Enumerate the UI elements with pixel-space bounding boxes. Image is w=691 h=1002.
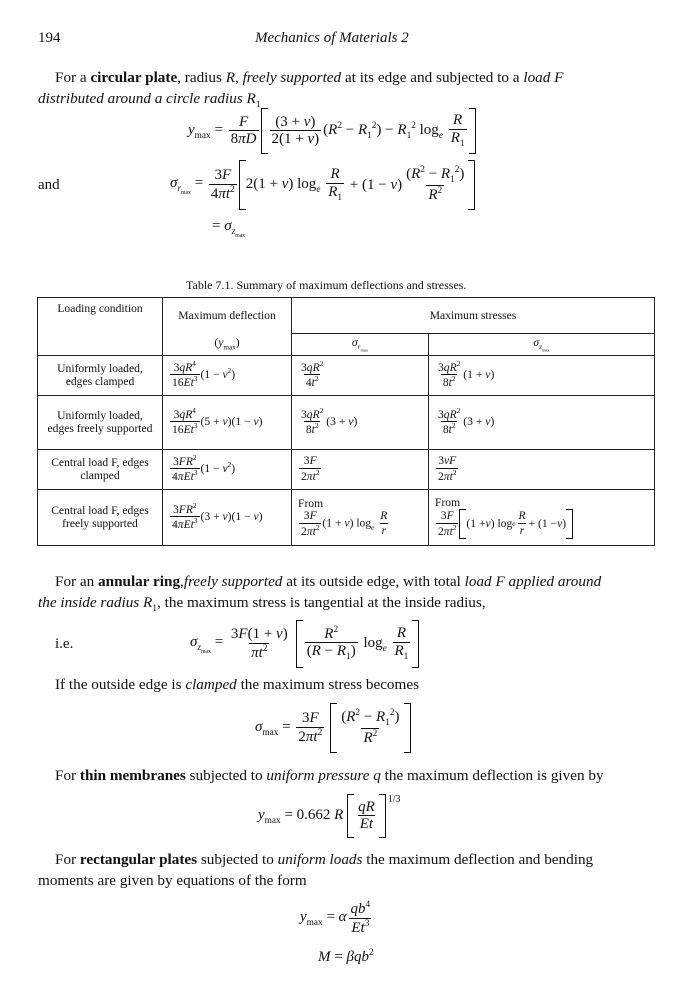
equation-sigma-z-annular: $\sigma_{z_{max}}$ = $\frac{3F(1 + \nu)}{\pi t^2}$ $\frac{R^2}{(R - R_1)}$ $\log_e$ $\frac{R}{R_1}$ xyxy=(190,620,419,668)
header-ymax: $(y_{max})$ xyxy=(163,334,292,356)
row-condition: Uniformly loaded, edges freely supported xyxy=(38,395,163,449)
coefficient: 0.662 xyxy=(296,806,331,823)
cell-sigma-z: From $\frac{3F}{2\pi t^2}$ (1 + ν ) log e $\frac{R}{r}$ + (1 − ν ) xyxy=(429,489,655,545)
rect-plates-paragraph xyxy=(55,849,675,870)
text: For xyxy=(55,851,80,868)
symbol: R xyxy=(225,69,235,86)
clamped-paragraph xyxy=(55,674,419,695)
italic-term: freely supported xyxy=(183,573,283,590)
text: , xyxy=(180,573,184,590)
italic-term: load F applied around xyxy=(464,573,602,590)
cell-deflection: $\frac{3qR^4}{16Et^3}$ $(1 - \nu^2)$ xyxy=(163,355,292,395)
rect-plates-paragraph-line2: moments are given by equations of the form xyxy=(38,872,307,889)
text: subjected to xyxy=(185,767,267,784)
italic-term: uniform pressure q xyxy=(266,767,381,784)
header-loading: Loading condition xyxy=(38,298,163,356)
equation-sigma-max-clamped: $\sigma_{max}$ = $\frac{3F}{2\pi t^2}$ $\frac{(R^2 - R_1^2)}{R^2}$ xyxy=(255,703,411,753)
italic-term: distributed around a circle radius xyxy=(38,90,247,107)
page-number: 194 xyxy=(38,30,61,46)
italic-term: load F xyxy=(523,69,564,86)
circular-plate-paragraph xyxy=(55,67,675,88)
bold-term: thin membranes xyxy=(79,767,186,784)
running-title: Mechanics of Materials 2 xyxy=(255,30,409,46)
italic-term: the inside radius xyxy=(38,594,144,611)
cell-sigma-z: $\frac{3qR^2}{8t^2}$ (3 + ν) xyxy=(429,395,655,449)
equation-sigma-r-circular: $\sigma_{r_{max}}$ = $\frac{3F}{4\pi t^2}$ 2(1 + ν) $\log_e$ $\frac{R}{R_1}$ + (1 − ν) $\frac{(R^2 - R_1^2)}{R^2}$ xyxy=(170,160,475,210)
cell-sigma-r: $\frac{3F}{2\pi t^2}$ xyxy=(292,449,429,489)
equation-moment-rect: M = βqb$^2$ xyxy=(318,948,374,965)
annular-ring-paragraph xyxy=(55,571,675,592)
cell-deflection: $\frac{3FR^2}{4\pi Et^3}$ $(1 - \nu^2)$ xyxy=(163,449,292,489)
text: subjected to xyxy=(197,851,278,868)
cell-sigma-z: $\frac{3\nu F}{2\pi t^2}$ xyxy=(429,449,655,489)
cell-sigma-r: $\frac{3qR^2}{4t^2}$ xyxy=(292,355,429,395)
cell-deflection: $\frac{3FR^2}{4\pi Et^3}$ (3 + ν)(1 − ν) xyxy=(163,489,292,545)
row-condition: Central load F, edges clamped xyxy=(38,449,163,489)
text: For xyxy=(55,767,80,784)
italic-term: clamped xyxy=(185,676,237,693)
from-label: From xyxy=(435,495,461,509)
membranes-paragraph xyxy=(55,765,604,786)
table-caption: Table 7.1. Summary of maximum deflections and stresses. xyxy=(186,278,467,292)
equation-sigma-z-circular: = $\sigma_{z_{max}}$ xyxy=(212,218,246,239)
text: , xyxy=(234,69,243,86)
text: at its edge and subjected to a xyxy=(341,69,524,86)
text: the maximum stress becomes xyxy=(236,676,419,693)
annular-ring-paragraph-line2: the inside radius $R_1$, the maximum stress is tangential at the inside radius, xyxy=(38,594,486,615)
cell-sigma-r: $\frac{3qR^2}{8t^2}$ (3 + ν) xyxy=(292,395,429,449)
row-condition: Uniformly loaded, edges clamped xyxy=(38,355,163,395)
table-row xyxy=(38,395,655,449)
italic-term: uniform loads xyxy=(277,851,363,868)
text: For an xyxy=(55,573,99,590)
cell-deflection: $\frac{3qR^4}{16Et^3}$ (5 + ν)(1 − ν) xyxy=(163,395,292,449)
text: the maximum deflection and bending xyxy=(362,851,594,868)
bold-term: circular plate xyxy=(90,69,178,86)
cell-sigma-r: From $\frac{3F}{2\pi t^2}$ (1 + ν) $\log_e$ $\frac{R}{r}$ xyxy=(292,489,429,545)
equation-ymax-membrane: $y_{max} = 0.662$ R $\frac{qR}{Et}$ 1/3 xyxy=(258,794,401,838)
header-sigma-r: $\sigma_{r_{max}}$ xyxy=(292,334,429,356)
table-row xyxy=(38,449,655,489)
equation-ymax-circular: $y_{max}$ = $\frac{F}{8\pi D}$ $\frac{(3 + \nu)}{2(1 + \nu)}$ $(R^2 - R_1^2) - R_1^2$ $\log_e$ $\frac{R}{R_1}$ xyxy=(188,108,476,154)
from-label: From xyxy=(298,496,324,510)
header-sigma-z: $\sigma_{z_{max}}$ xyxy=(429,334,655,356)
bold-term: rectangular plates xyxy=(79,851,198,868)
text: the maximum deflection is given by xyxy=(380,767,604,784)
text: , the maximum stress is tangential at the inside radius, xyxy=(157,594,486,611)
summary-table xyxy=(37,297,655,546)
header-deflection: Maximum deflection xyxy=(163,298,292,334)
table-row xyxy=(38,489,655,545)
table-row xyxy=(38,355,655,395)
text: For a xyxy=(55,69,91,86)
table-header-row xyxy=(38,298,655,334)
ie-label: i.e. xyxy=(55,636,74,652)
text: If the outside edge is xyxy=(55,676,186,693)
bold-term: annular ring xyxy=(98,573,181,590)
header-stresses: Maximum stresses xyxy=(292,298,655,334)
text: , radius xyxy=(177,69,226,86)
italic-term: freely supported xyxy=(242,69,342,86)
and-label: and xyxy=(38,177,60,193)
equation-ymax-rect: $y_{max} = \alpha$ $\frac{qb^4}{Et^3}$ xyxy=(300,900,371,936)
cell-sigma-z: $\frac{3qR^2}{8t^2}$ (1 + ν) xyxy=(429,355,655,395)
row-condition: Central load F, edges freely supported xyxy=(38,489,163,545)
text: at its outside edge, with total xyxy=(282,573,465,590)
circular-plate-paragraph-line2: distributed around a circle radius $R_1$ xyxy=(38,90,261,111)
symbol: R xyxy=(246,90,256,107)
